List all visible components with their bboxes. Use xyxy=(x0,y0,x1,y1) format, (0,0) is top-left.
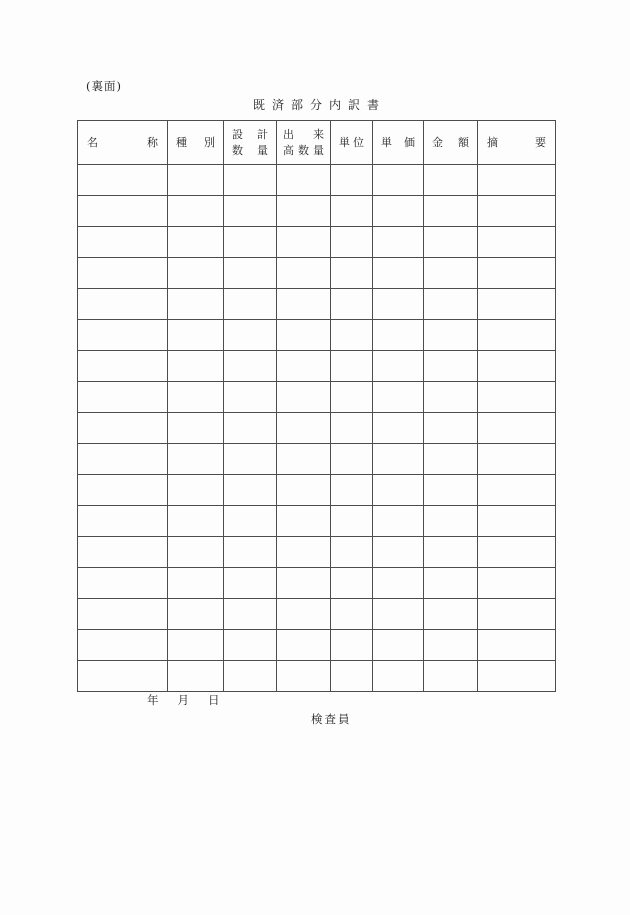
table-row xyxy=(78,227,556,258)
table-row xyxy=(78,444,556,475)
empty-cell xyxy=(277,196,331,227)
empty-cell xyxy=(424,289,478,320)
empty-cell xyxy=(424,382,478,413)
empty-cell xyxy=(373,258,424,289)
empty-cell xyxy=(78,475,168,506)
empty-cell xyxy=(331,196,373,227)
empty-cell xyxy=(78,320,168,351)
table-row xyxy=(78,661,556,692)
empty-cell xyxy=(424,630,478,661)
empty-cell xyxy=(168,599,224,630)
empty-cell xyxy=(331,444,373,475)
empty-cell xyxy=(277,165,331,196)
column-header-remarks: 摘 要 xyxy=(478,121,556,165)
breakdown-table xyxy=(77,120,556,692)
table-row xyxy=(78,413,556,444)
column-header-unit-price: 単 価 xyxy=(373,121,424,165)
date-line xyxy=(147,692,220,708)
empty-cell xyxy=(478,537,556,568)
table-row xyxy=(78,382,556,413)
empty-cell xyxy=(78,537,168,568)
empty-cell xyxy=(424,506,478,537)
empty-cell xyxy=(373,661,424,692)
empty-cell xyxy=(224,196,277,227)
document-title: 既済部分内訳書 xyxy=(252,98,386,112)
empty-cell xyxy=(331,537,373,568)
table-row xyxy=(78,351,556,382)
empty-cell xyxy=(224,413,277,444)
empty-cell xyxy=(277,661,331,692)
empty-cell xyxy=(331,599,373,630)
empty-cell xyxy=(373,599,424,630)
empty-cell xyxy=(277,599,331,630)
empty-cell xyxy=(373,289,424,320)
empty-cell xyxy=(224,630,277,661)
empty-cell xyxy=(424,537,478,568)
empty-cell xyxy=(331,382,373,413)
empty-cell xyxy=(424,599,478,630)
empty-cell xyxy=(478,599,556,630)
empty-cell xyxy=(78,506,168,537)
empty-cell xyxy=(168,165,224,196)
empty-cell xyxy=(78,351,168,382)
column-header-amount: 金 額 xyxy=(424,121,478,165)
empty-cell xyxy=(478,165,556,196)
empty-cell xyxy=(78,258,168,289)
empty-cell xyxy=(224,568,277,599)
empty-cell xyxy=(478,258,556,289)
empty-cell xyxy=(331,661,373,692)
empty-cell xyxy=(168,258,224,289)
empty-cell xyxy=(224,599,277,630)
table-row xyxy=(78,506,556,537)
empty-cell xyxy=(78,165,168,196)
empty-cell xyxy=(373,382,424,413)
table-header-row xyxy=(78,121,556,165)
empty-cell xyxy=(224,351,277,382)
empty-cell xyxy=(277,351,331,382)
column-header-type: 種 別 xyxy=(168,121,224,165)
empty-cell xyxy=(277,537,331,568)
empty-cell xyxy=(373,506,424,537)
empty-cell xyxy=(277,258,331,289)
empty-cell xyxy=(331,289,373,320)
empty-cell xyxy=(277,444,331,475)
empty-cell xyxy=(331,351,373,382)
empty-cell xyxy=(168,196,224,227)
empty-cell xyxy=(277,568,331,599)
empty-cell xyxy=(373,475,424,506)
empty-cell xyxy=(224,537,277,568)
empty-cell xyxy=(168,661,224,692)
empty-cell xyxy=(78,661,168,692)
column-header-name: 名 称 xyxy=(78,121,168,165)
empty-cell xyxy=(78,444,168,475)
empty-cell xyxy=(424,351,478,382)
table-row xyxy=(78,568,556,599)
empty-cell xyxy=(168,351,224,382)
empty-cell xyxy=(277,320,331,351)
empty-cell xyxy=(373,537,424,568)
table-row xyxy=(78,537,556,568)
empty-cell xyxy=(224,506,277,537)
empty-cell xyxy=(424,165,478,196)
empty-cell xyxy=(168,444,224,475)
empty-cell xyxy=(331,630,373,661)
empty-cell xyxy=(168,630,224,661)
empty-cell xyxy=(168,506,224,537)
empty-cell xyxy=(168,475,224,506)
empty-cell xyxy=(224,444,277,475)
empty-cell xyxy=(478,475,556,506)
empty-cell xyxy=(224,165,277,196)
empty-cell xyxy=(373,413,424,444)
empty-cell xyxy=(373,568,424,599)
back-side-label: (裏面) xyxy=(86,79,122,93)
empty-cell xyxy=(373,165,424,196)
empty-cell xyxy=(277,475,331,506)
empty-cell xyxy=(478,568,556,599)
empty-cell xyxy=(168,320,224,351)
table-row xyxy=(78,196,556,227)
table-header xyxy=(78,121,556,165)
empty-cell xyxy=(78,382,168,413)
table-row xyxy=(78,258,556,289)
empty-cell xyxy=(424,196,478,227)
empty-cell xyxy=(373,444,424,475)
empty-cell xyxy=(373,196,424,227)
inspector-label: 検査員 xyxy=(311,712,352,726)
empty-cell xyxy=(373,320,424,351)
empty-cell xyxy=(277,413,331,444)
empty-cell xyxy=(478,506,556,537)
empty-cell xyxy=(478,382,556,413)
empty-cell xyxy=(478,320,556,351)
empty-cell xyxy=(78,599,168,630)
empty-cell xyxy=(373,630,424,661)
empty-cell xyxy=(168,382,224,413)
table-row xyxy=(78,599,556,630)
empty-cell xyxy=(78,289,168,320)
table-row xyxy=(78,320,556,351)
column-header-design-quantity: 設 計 数 量 xyxy=(224,121,277,165)
empty-cell xyxy=(331,475,373,506)
empty-cell xyxy=(78,630,168,661)
empty-cell xyxy=(224,227,277,258)
year-label: 年 xyxy=(147,693,159,707)
empty-cell xyxy=(424,444,478,475)
empty-cell xyxy=(478,227,556,258)
empty-cell xyxy=(78,196,168,227)
empty-cell xyxy=(478,630,556,661)
empty-cell xyxy=(78,568,168,599)
day-label: 日 xyxy=(208,693,220,707)
empty-cell xyxy=(224,320,277,351)
empty-cell xyxy=(424,413,478,444)
empty-cell xyxy=(224,258,277,289)
empty-cell xyxy=(331,258,373,289)
empty-cell xyxy=(478,196,556,227)
empty-cell xyxy=(478,351,556,382)
empty-cell xyxy=(224,661,277,692)
empty-cell xyxy=(224,475,277,506)
empty-cell xyxy=(277,289,331,320)
empty-cell xyxy=(331,506,373,537)
empty-cell xyxy=(373,227,424,258)
empty-cell xyxy=(424,227,478,258)
empty-cell xyxy=(78,413,168,444)
empty-cell xyxy=(478,444,556,475)
empty-cell xyxy=(478,413,556,444)
table-row xyxy=(78,475,556,506)
empty-cell xyxy=(331,320,373,351)
empty-cell xyxy=(331,165,373,196)
empty-cell xyxy=(373,351,424,382)
empty-cell xyxy=(424,475,478,506)
empty-cell xyxy=(168,568,224,599)
empty-cell xyxy=(168,413,224,444)
empty-cell xyxy=(224,382,277,413)
table-row xyxy=(78,165,556,196)
column-header-unit: 単 位 xyxy=(331,121,373,165)
empty-cell xyxy=(168,289,224,320)
empty-cell xyxy=(277,382,331,413)
empty-cell xyxy=(424,661,478,692)
empty-cell xyxy=(168,537,224,568)
empty-cell xyxy=(277,630,331,661)
table-row xyxy=(78,289,556,320)
empty-cell xyxy=(277,506,331,537)
empty-cell xyxy=(478,661,556,692)
empty-cell xyxy=(277,227,331,258)
month-label: 月 xyxy=(177,693,189,707)
empty-cell xyxy=(224,289,277,320)
empty-cell xyxy=(331,568,373,599)
table-row xyxy=(78,630,556,661)
empty-cell xyxy=(331,413,373,444)
empty-cell xyxy=(78,227,168,258)
empty-cell xyxy=(424,258,478,289)
empty-cell xyxy=(331,227,373,258)
column-header-completed-quantity: 出 来 高 数 量 xyxy=(277,121,331,165)
empty-cell xyxy=(168,227,224,258)
empty-cell xyxy=(424,320,478,351)
empty-cell xyxy=(424,568,478,599)
empty-cell xyxy=(478,289,556,320)
table-body xyxy=(78,165,556,692)
